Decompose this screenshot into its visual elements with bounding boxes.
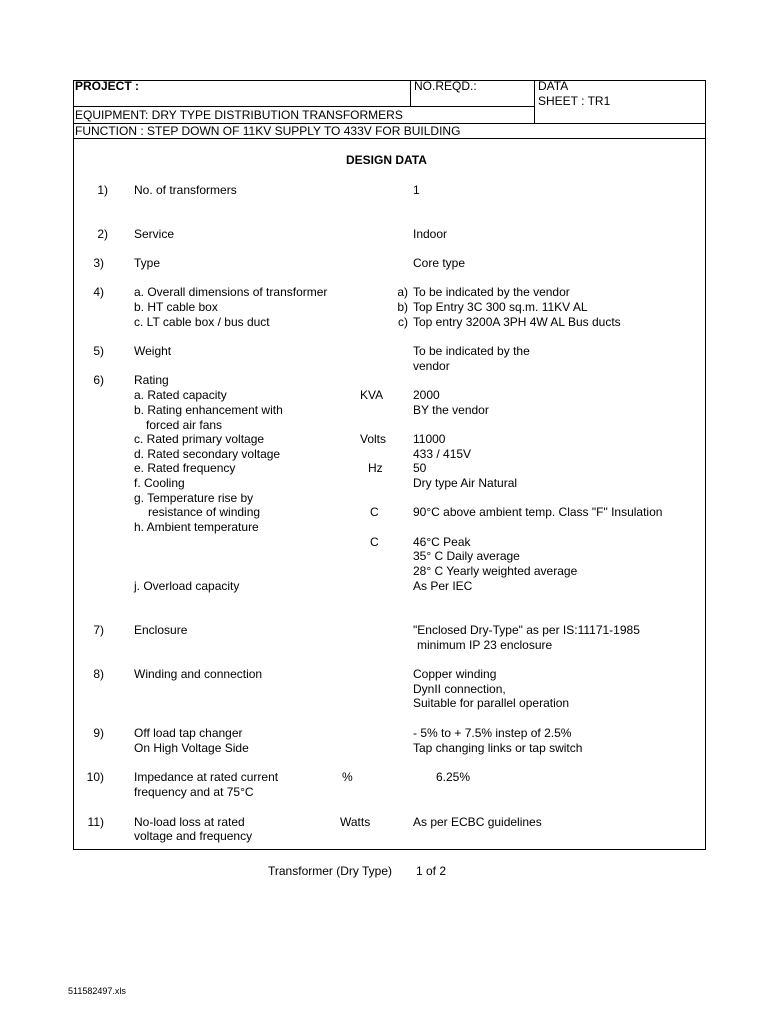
item-unit: Hz xyxy=(368,461,383,475)
item-label: Impedance at rated current xyxy=(134,770,279,784)
item-label: g. Temperature rise by xyxy=(134,491,254,505)
item-label: Service xyxy=(134,227,175,241)
item-number: 7) xyxy=(93,623,104,637)
grid-line xyxy=(73,138,706,139)
item-key: a) xyxy=(397,285,408,299)
item-key: c) xyxy=(398,315,408,329)
item-label: No. of transformers xyxy=(134,183,237,197)
item-unit: KVA xyxy=(360,388,384,402)
item-number: 6) xyxy=(93,373,104,387)
grid-line xyxy=(410,80,411,106)
item-label: No-load loss at rated xyxy=(134,815,245,829)
item-value: vendor xyxy=(413,359,450,373)
item-number: 8) xyxy=(93,667,104,681)
item-label: On High Voltage Side xyxy=(134,741,249,755)
item-number: 3) xyxy=(93,256,104,270)
item-label: Type xyxy=(134,256,161,270)
item-value: 433 / 415V xyxy=(413,447,472,461)
item-value: "Enclosed Dry-Type" as per IS:11171-1985 xyxy=(413,623,640,637)
item-number: 4) xyxy=(93,285,104,299)
item-label: f. Cooling xyxy=(134,476,185,490)
item-number: 1) xyxy=(97,183,108,197)
item-label: c. LT cable box / bus duct xyxy=(134,315,270,329)
item-value: 6.25% xyxy=(436,770,471,784)
item-value: Copper winding xyxy=(413,667,497,681)
item-value: As Per IEC xyxy=(413,579,473,593)
item-value: 11000 xyxy=(413,432,446,446)
grid-line xyxy=(534,80,535,123)
item-number: 10) xyxy=(86,770,104,784)
item-label: Rating xyxy=(134,373,169,387)
item-label: a. Rated capacity xyxy=(134,388,227,402)
data-label: DATA xyxy=(538,79,569,93)
item-unit: % xyxy=(342,770,353,784)
item-number: 9) xyxy=(93,726,104,740)
function-label: FUNCTION : STEP DOWN OF 11KV SUPPLY TO 433V FOR BUILDING xyxy=(75,124,461,138)
item-value: BY the vendor xyxy=(413,403,489,417)
item-label: b. HT cable box xyxy=(134,300,218,314)
section-title: DESIGN DATA xyxy=(346,153,427,167)
footer-doc-name: Transformer (Dry Type) xyxy=(268,864,393,878)
item-unit: C xyxy=(370,535,379,549)
item-value: As per ECBC guidelines xyxy=(413,815,542,829)
grid-line xyxy=(73,106,535,107)
item-unit: Watts xyxy=(340,815,371,829)
item-value: 1 xyxy=(413,183,420,197)
footer-page-number: 1 of 2 xyxy=(416,864,447,878)
item-value: 35° C Daily average xyxy=(413,549,520,563)
item-number: 2) xyxy=(97,227,108,241)
item-value: DynII connection, xyxy=(413,682,506,696)
item-number: 11) xyxy=(87,815,104,829)
item-label: h. Ambient temperature xyxy=(134,520,259,534)
item-value: Indoor xyxy=(413,227,448,241)
item-label: a. Overall dimensions of transformer xyxy=(134,285,328,299)
item-label: Enclosure xyxy=(134,623,188,637)
item-label: resistance of winding xyxy=(148,505,261,519)
item-label: frequency and at 75°C xyxy=(134,785,254,799)
footer-file-name: 511582497.xls xyxy=(68,986,126,996)
item-label: Weight xyxy=(134,344,172,358)
item-label: e. Rated frequency xyxy=(134,461,236,475)
project-label: PROJECT : xyxy=(75,79,140,93)
item-value: Top entry 3200A 3PH 4W AL Bus ducts xyxy=(413,315,621,329)
equipment-label: EQUIPMENT: DRY TYPE DISTRIBUTION TRANSFORMERS xyxy=(75,108,403,122)
item-value: 46°C Peak xyxy=(413,535,471,549)
item-value: Tap changing links or tap switch xyxy=(413,741,583,755)
item-key: b) xyxy=(397,300,408,314)
item-label: Off load tap changer xyxy=(134,726,243,740)
item-value: Top Entry 3C 300 sq.m. 11KV AL xyxy=(413,300,588,314)
item-value: 90°C above ambient temp. Class "F" Insulation xyxy=(413,505,663,519)
item-value: To be indicated by the vendor xyxy=(413,285,570,299)
item-value: Suitable for parallel operation xyxy=(413,696,570,710)
item-value: 2000 xyxy=(413,388,440,402)
item-value: - 5% to + 7.5% instep of 2.5% xyxy=(413,726,572,740)
item-value: Dry type Air Natural xyxy=(413,476,518,490)
item-label: j. Overload capacity xyxy=(134,579,240,593)
item-unit: Volts xyxy=(360,432,387,446)
sheet-label: SHEET : TR1 xyxy=(538,94,611,108)
item-value: Core type xyxy=(413,256,466,270)
item-number: 5) xyxy=(93,344,104,358)
item-value: To be indicated by the xyxy=(413,344,530,358)
item-label: voltage and frequency xyxy=(134,829,253,843)
noreqd-label: NO.REQD.: xyxy=(414,79,477,93)
item-value: minimum IP 23 enclosure xyxy=(417,638,553,652)
item-label: Winding and connection xyxy=(134,667,263,681)
item-value: 28° C Yearly weighted average xyxy=(413,564,578,578)
item-label: c. Rated primary voltage xyxy=(134,432,265,446)
item-label: d. Rated secondary voltage xyxy=(134,447,281,461)
item-label: b. Rating enhancement with xyxy=(134,403,283,417)
item-value: 50 xyxy=(413,461,427,475)
item-unit: C xyxy=(370,505,379,519)
item-label: forced air fans xyxy=(146,418,223,432)
